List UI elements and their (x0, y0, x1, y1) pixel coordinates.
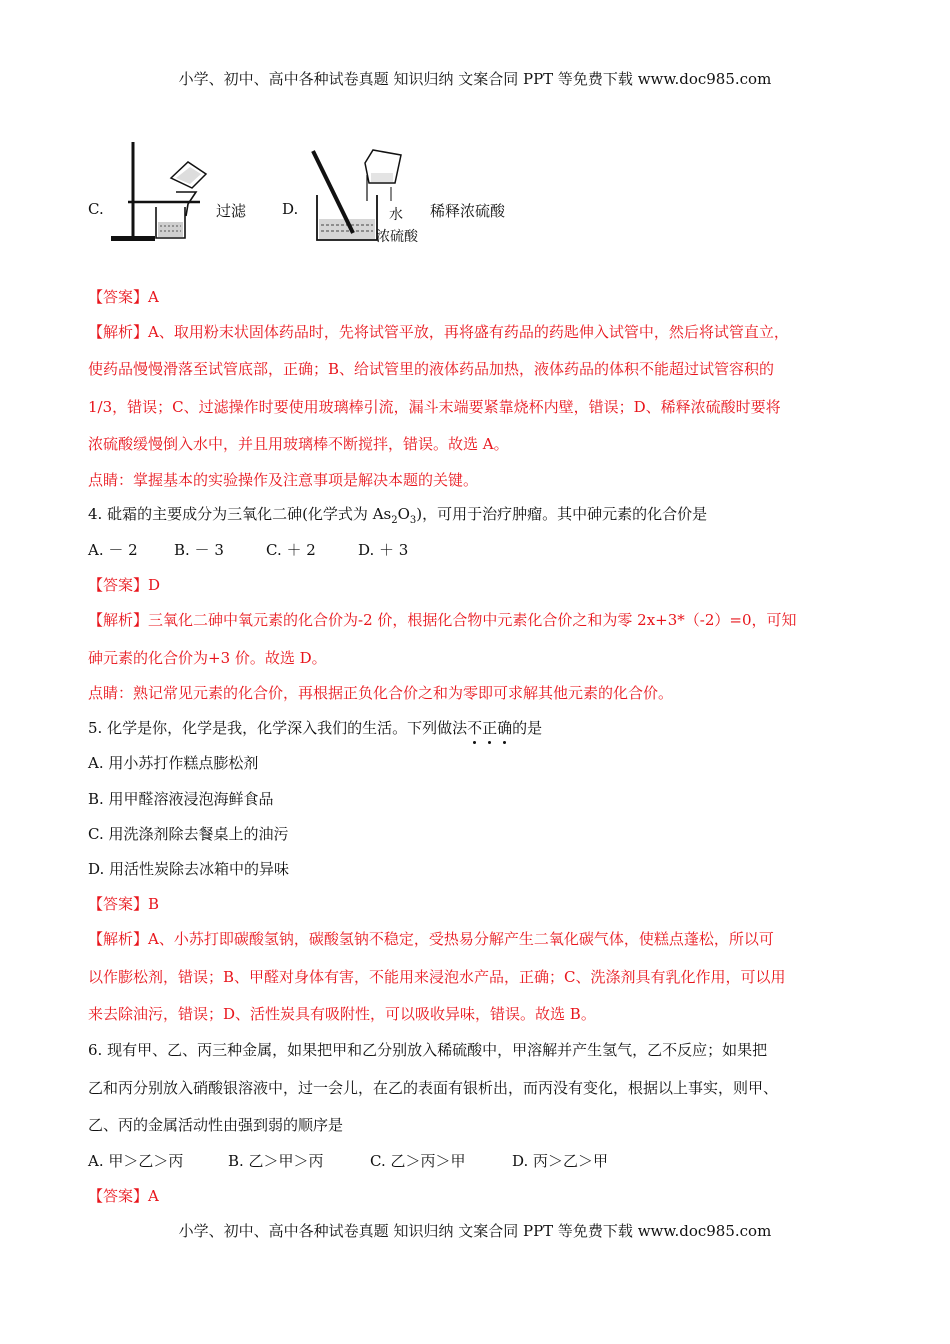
q3-tip: 点睛：掌握基本的实验操作及注意事项是解决本题的关键。 (88, 471, 479, 489)
q4-choice-d: D. ＋ 3 (358, 541, 409, 559)
q6-stem-line: 6. 现有甲、乙、丙三种金属，如果把甲和乙分别放入稀硫酸中，甲溶解并产生氢气，乙不反应；如果把 (88, 1041, 768, 1059)
q5-option-b: B. 用甲醛溶液浸泡海鲜食品 (88, 790, 274, 808)
water-label: 水 (389, 207, 403, 223)
q3-analysis-line: 1/3，错误；C、过滤操作时要使用玻璃棒引流，漏斗末端要紧靠烧杯内壁，错误；D、稀释浓硫酸时要将 (88, 398, 781, 416)
option-c-letter: C. (88, 200, 104, 218)
acid-label: 浓硫酸 (376, 229, 418, 245)
q4-choice-b: B. － 3 (174, 541, 224, 559)
q6-answer: 【答案】A (88, 1187, 159, 1205)
water-liquid (371, 173, 393, 182)
filtration-figure (108, 140, 213, 244)
stand-base (111, 236, 155, 241)
q4-tip: 点睛：熟记常见元素的化合价，再根据正负化合价之和为零即可求解其他元素的化合价。 (88, 684, 674, 702)
q6-choice-a: A. 甲＞乙＞丙 (88, 1152, 184, 1170)
emphasis-char: 确 (497, 719, 512, 737)
q5-stem: 5. 化学是你，化学是我，化学深入我们的生活。下列做法不 正 确 的是 (88, 717, 542, 738)
funnel (176, 192, 196, 216)
page-header: 小学、初中、高中各种试卷真题 知识归纳 文案合同 PPT 等免费下载 www.doc985.com (178, 70, 772, 88)
q4-stem: 4. 砒霜的主要成分为三氧化二砷(化学式为 $As_2O_3$)，可用于治疗肿瘤。其中砷元素的化合价是 (88, 505, 708, 526)
q4-choice-a: A. － 2 (88, 541, 138, 559)
q5-analysis-line: 以作膨松剂，错误；B、甲醛对身体有害，不能用来浸泡水产品，正确；C、洗涤剂具有乳化作用，可以用 (88, 968, 786, 986)
q4-analysis-line: 【解析】三氧化二砷中氧元素的化合价为-2 价，根据化合物中元素化合价之和为零 2x+3*（-2）=0，可知 (88, 611, 797, 629)
emphasis-char: 不 (467, 719, 482, 737)
q5-option-d: D. 用活性炭除去冰箱中的异味 (88, 860, 290, 878)
q3-answer: 【答案】A (88, 288, 159, 306)
option-c-label: 过滤 (216, 202, 247, 220)
q4-choice-c: C. ＋ 2 (266, 541, 316, 559)
q4-answer: 【答案】D (88, 576, 161, 594)
page-footer: 小学、初中、高中各种试卷真题 知识归纳 文案合同 PPT 等免费下载 www.doc985.com (178, 1222, 772, 1240)
option-d-letter: D. (282, 200, 299, 218)
q6-choices (88, 1150, 608, 1171)
q6-choice-b: B. 乙＞甲＞丙 (228, 1152, 324, 1170)
q3-analysis-line: 使药品慢慢滑落至试管底部，正确；B、给试管里的液体药品加热，液体药品的体积不能超过试管容积的 (88, 360, 775, 378)
q5-option-a: A. 用小苏打作糕点膨松剂 (88, 754, 259, 772)
emphasis-char: 正 (482, 719, 497, 737)
q4-analysis-line: 砷元素的化合价为+3 价。故选 D。 (88, 649, 327, 667)
filtrate (158, 222, 183, 237)
q5-analysis-line: 【解析】A、小苏打即碳酸氢钠，碳酸氢钠不稳定，受热易分解产生二氧化碳气体，使糕点蓬松，所以可 (88, 930, 774, 948)
q5-option-c: C. 用洗涤剂除去餐桌上的油污 (88, 825, 289, 843)
q6-stem-line: 乙和丙分别放入硝酸银溶液中，过一会儿，在乙的表面有银析出，而丙没有变化，根据以上事实，则甲、 (88, 1079, 779, 1097)
q5-answer: 【答案】B (88, 895, 160, 913)
q3-analysis-line: 【解析】A、取用粉末状固体药品时，先将试管平放，再将盛有药品的药匙伸入试管中，然后将试管直立， (88, 323, 789, 341)
q6-stem-line: 乙、丙的金属活动性由强到弱的顺序是 (88, 1116, 344, 1134)
q6-choice-d: D. 丙＞乙＞甲 (512, 1152, 609, 1170)
option-d-label: 稀释浓硫酸 (430, 202, 506, 220)
q6-choice-c: C. 乙＞丙＞甲 (370, 1152, 466, 1170)
q4-choices (88, 539, 408, 560)
q5-analysis-line: 来去除油污，错误；D、活性炭具有吸附性，可以吸收异味，错误。故选 B。 (88, 1005, 596, 1023)
q3-analysis-line: 浓硫酸缓慢倒入水中，并且用玻璃棒不断搅拌，错误。故选 A。 (88, 435, 509, 453)
